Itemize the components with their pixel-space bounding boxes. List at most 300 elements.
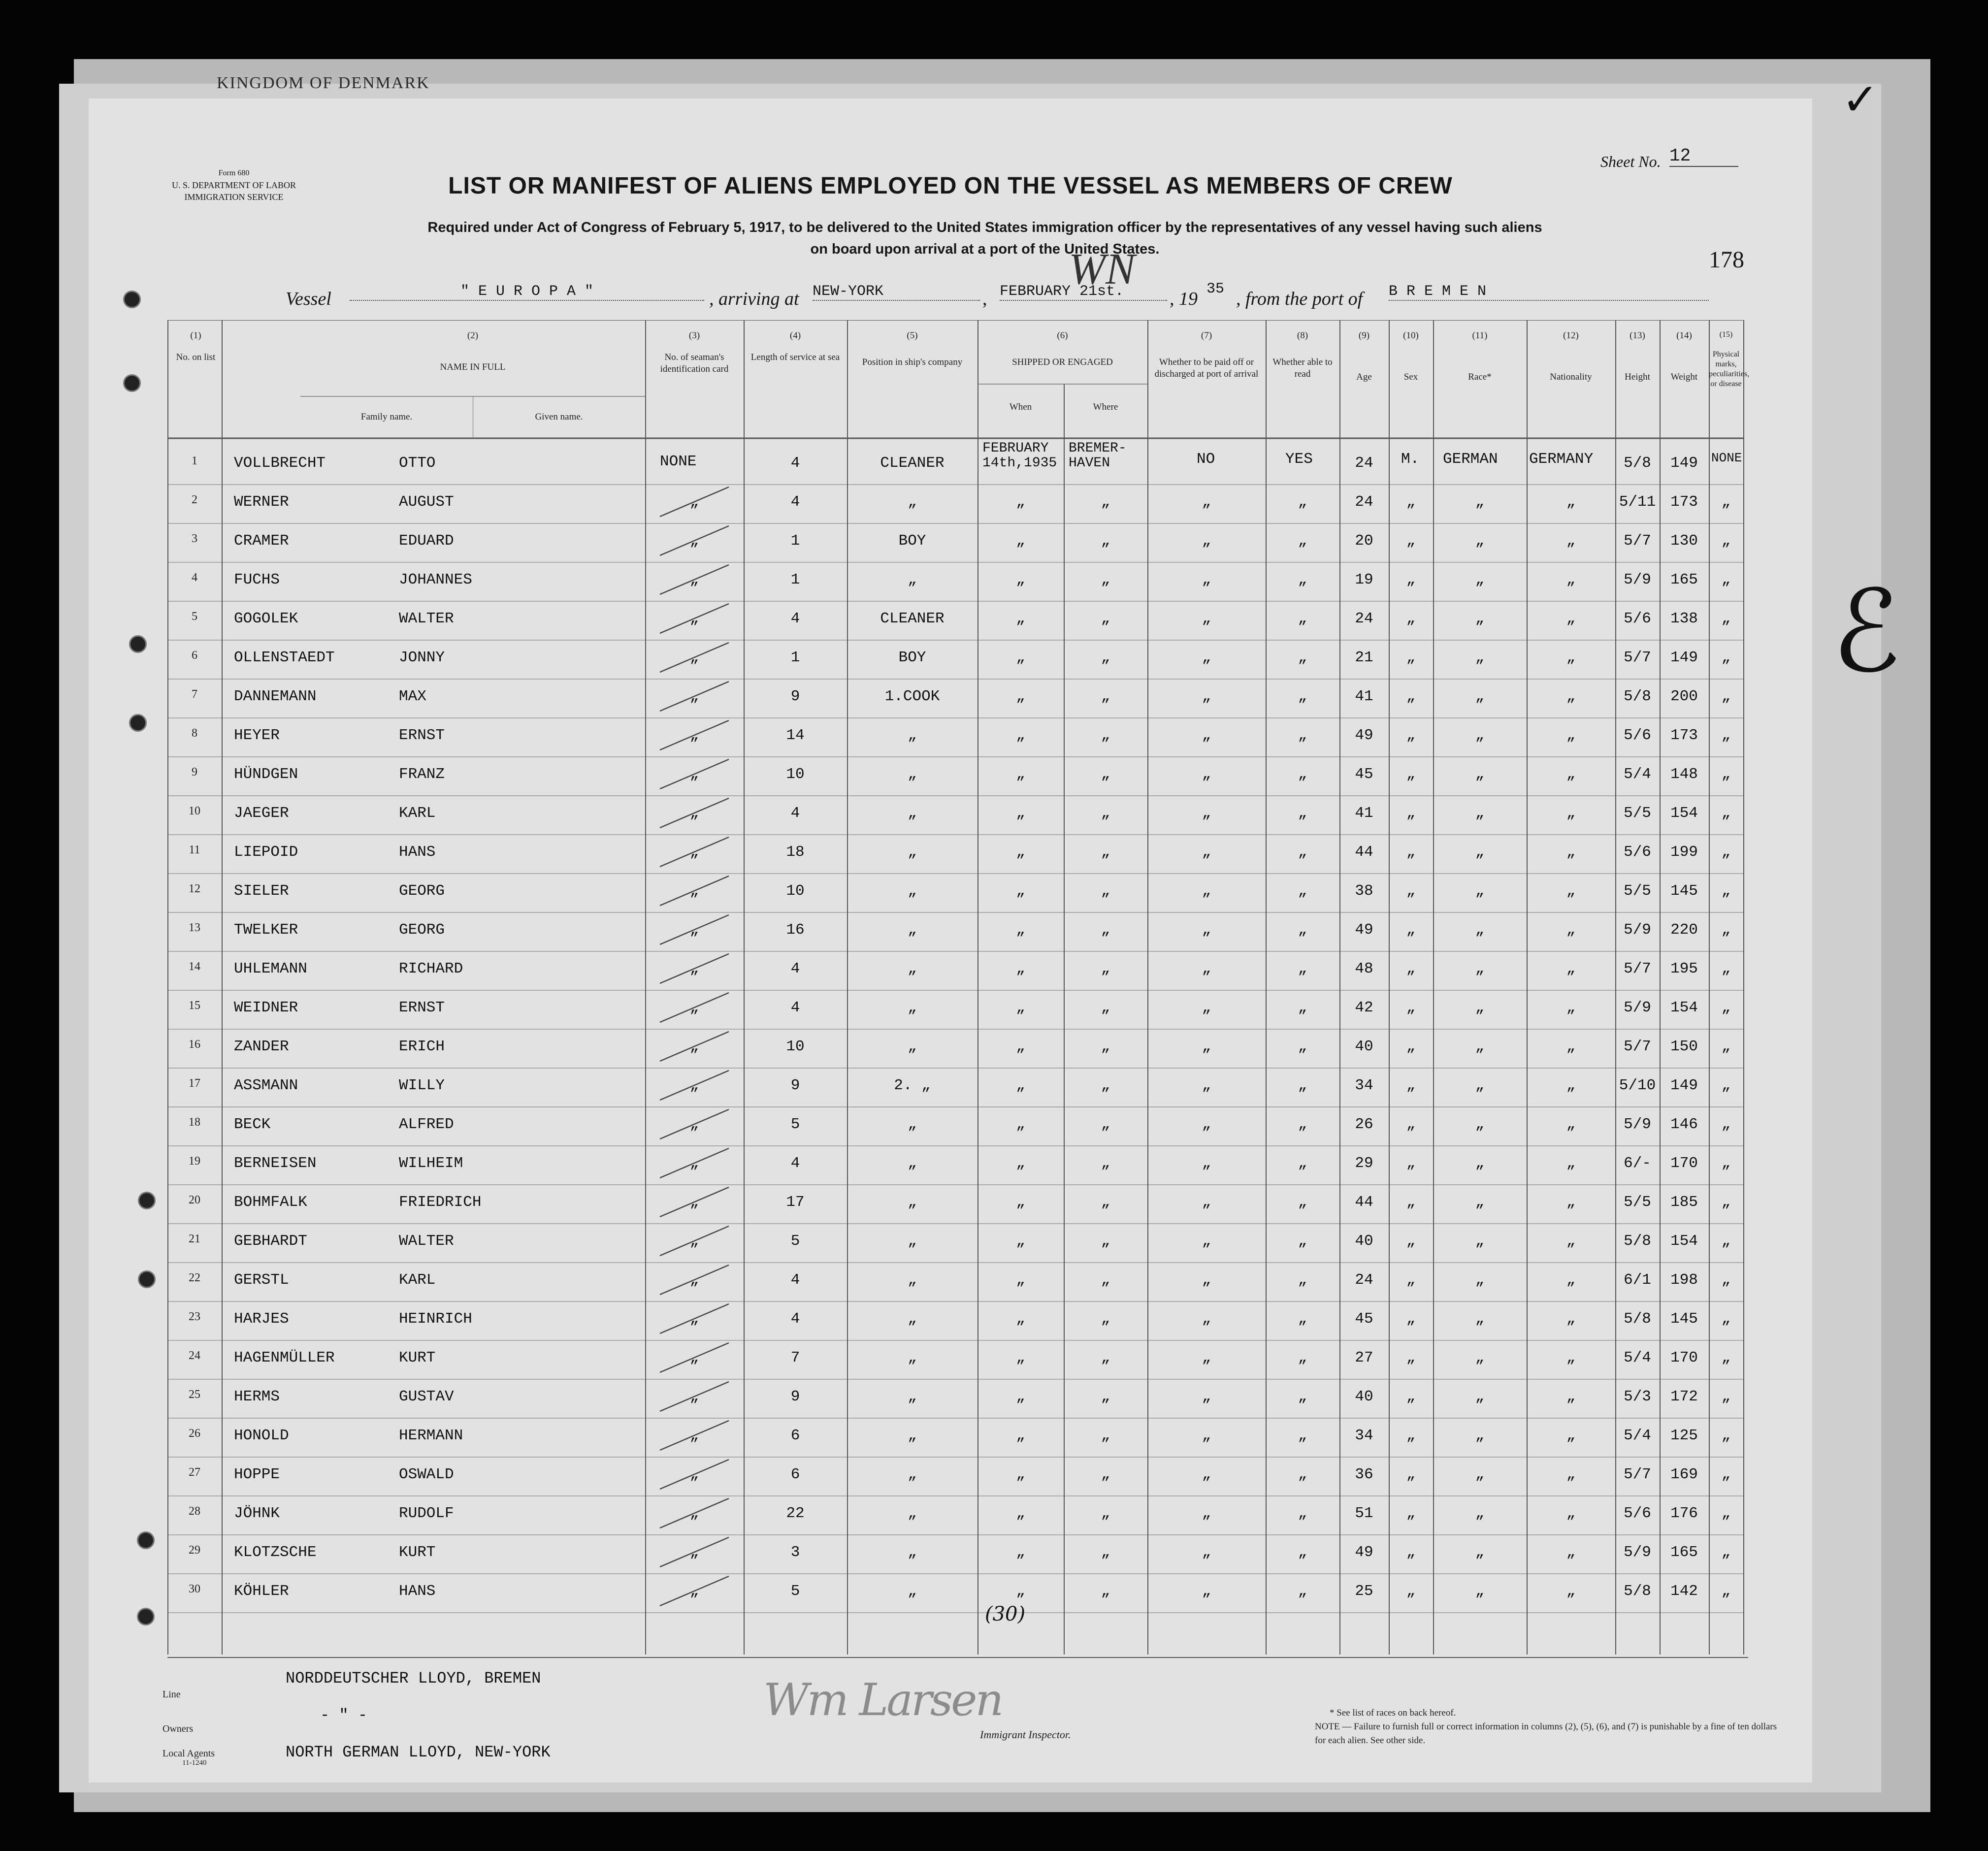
family-name: FUCHS (234, 571, 280, 588)
age: 49 (1355, 727, 1373, 744)
col-9-header: (9) Age (1356, 330, 1372, 382)
race-ditto: „ (1475, 727, 1485, 744)
nationality-ditto: „ (1566, 1116, 1576, 1133)
row-number: 25 (189, 1388, 200, 1401)
check-mark: ✓ (1842, 74, 1879, 126)
given-name: HEINRICH (399, 1310, 472, 1328)
family-name: LIEPOID (234, 844, 298, 861)
age: 41 (1355, 805, 1373, 822)
marks-ditto: „ (1721, 1466, 1731, 1483)
sex-ditto: „ (1406, 1583, 1416, 1600)
age: 48 (1355, 960, 1373, 977)
id-card-ditto: „ (689, 766, 699, 783)
table-row (167, 1146, 1743, 1185)
weight: 138 (1670, 610, 1698, 627)
race-ditto: „ (1475, 882, 1485, 900)
height: 5/11 (1619, 493, 1656, 511)
table-row (167, 640, 1743, 679)
row-number: 8 (192, 727, 197, 740)
shipped-where-ditto: „ (1101, 571, 1110, 588)
shipped-where-ditto: „ (1101, 1038, 1110, 1055)
shipped-where-ditto: „ (1101, 1388, 1110, 1405)
table-row (167, 1029, 1743, 1068)
marks-ditto: „ (1721, 610, 1731, 627)
shipped-when-ditto: „ (1016, 1116, 1025, 1133)
race-ditto: „ (1475, 1155, 1485, 1172)
paid-off-ditto: „ (1202, 1155, 1211, 1172)
id-card-ditto: „ (689, 1194, 699, 1211)
paid-off-ditto: „ (1202, 610, 1211, 627)
paid-off-ditto: „ (1202, 688, 1211, 705)
id-card-ditto: „ (689, 571, 699, 588)
sex-ditto: „ (1406, 844, 1416, 861)
shipped-when-line-1: FEBRUARY (982, 441, 1049, 456)
nationality-ditto: „ (1566, 1155, 1576, 1172)
paid-off-ditto: „ (1202, 1349, 1211, 1366)
agents-value: NORTH GERMAN LLOYD, NEW-YORK (286, 1743, 551, 1761)
col-2b-header: Given name. (535, 412, 583, 422)
nationality-ditto: „ (1566, 1388, 1576, 1405)
given-name: ALFRED (399, 1116, 454, 1133)
given-name: FRANZ (399, 766, 445, 783)
table-row (167, 1457, 1743, 1496)
weight: 149 (1670, 455, 1698, 472)
shipped-when-ditto: „ (1016, 727, 1025, 744)
height: 5/7 (1624, 532, 1651, 550)
marks-ditto: „ (1721, 882, 1731, 900)
race-ditto: „ (1475, 532, 1485, 550)
read-ditto: „ (1298, 532, 1307, 550)
race-ditto: „ (1475, 1077, 1485, 1094)
shipped-where-ditto: „ (1101, 1349, 1110, 1366)
given-name: HANS (399, 1583, 436, 1600)
read-ditto: „ (1298, 1583, 1307, 1600)
given-name: HERMANN (399, 1427, 463, 1444)
shipped-where-ditto: „ (1101, 1271, 1110, 1289)
service-length: 6 (790, 1427, 800, 1444)
shipped-when-ditto: „ (1016, 1466, 1025, 1483)
race-footnote: * See list of races on back hereof. (1330, 1708, 1456, 1718)
paid-off-ditto: „ (1202, 921, 1211, 939)
shipped-where-ditto: „ (1101, 1077, 1110, 1094)
table-row (167, 912, 1743, 951)
id-card-ditto: „ (689, 1388, 699, 1405)
height: 5/5 (1624, 1194, 1651, 1211)
shipped-where-ditto: „ (1101, 882, 1110, 900)
sex-value: M. (1401, 451, 1420, 468)
manifest-sheet: Form 680 U. S. DEPARTMENT OF LABOR IMMIGRATION SERVICE Sheet No. 12 LIST OR MANIFEST OF ALIENS EMPLOYED ON THE VESSEL AS MEMBERS OF CREW Required under Act of Congress of February 5, 1917, to be delivered to the United States immigration officer by the representatives of any vessel having such aliens on board upon arrival at a port of the United States. 178 Vessel " E U R O P A " , arriving at NEW-YORK , FEBRUARY 21st. WN , 19 35 , from the port of B R E M E N (1) No. on list (2) NAME IN FULL Family name. Given name. (3) No. of seaman's identification card (4) Length of service at sea (5) Position in ship's company (6) SHIPPED OR ENGAGED When Where (7) Whether to be paid off or discharged at port of arrival (8) Whether able to read (9) Age (10) Sex (11) Race* (12) Nationality (13) Height (14) Weight (15) Physical marks, peculiarities, or disease NONE FEBRUARY 14th,1935 BREMER- HAVEN NO YES M. GERMAN GERMANY NONE 1 VOLLBRECHT OTTO 4 CLEANER 24 5/8 149 2 WERNER AUGUST „ 4 „ „ „ „ „ „ „ „ „ 24 5/11 173 3 CRAMER EDUARD „ 1 BOY „ „ „ „ „ „ „ „ 20 5/7 130 4 FUCHS JOHANNES „ 1 „ „ „ „ „ „ „ „ „ 19 5/9 165 5 GOGOLEK WALTER „ 4 CLEANER „ „ „ „ „ „ „ „ 24 5/6 138 6 OLLENSTAEDT JONNY „ 1 BOY „ „ „ „ „ „ „ „ 21 5/7 149 7 DANNEMANN MAX „ 9 1.COOK „ „ „ „ „ „ „ „ 41 5/8 200 8 HEYER ERNST „ 14 „ „ „ „ „ „ „ „ „ 49 5/6 173 9 HÜNDGEN FRANZ „ 10 „ „ „ „ „ „ „ „ „ 45 5/4 148 10 JAEGER KARL „ 4 „ „ „ „ „ „ „ „ „ 41 5/5 154 11 LIEPOID HANS „ 18 „ „ „ „ „ „ „ „ „ 44 5/6 199 12 SIELER GEORG „ 10 „ „ „ „ „ „ „ „ „ 38 5/5 145 13 TWELKER GEORG „ 16 „ „ „ „ „ „ „ „ „ 49 5/9 220 14 UHLEMANN RICHARD „ 4 „ „ „ „ „ „ „ „ „ 48 5/7 195 15 WEIDNER ERNST „ 4 „ „ „ „ „ „ „ „ „ 42 5/9 154 16 ZANDER ERICH „ 10 „ „ „ „ „ „ „ „ „ 40 5/7 150 17 ASSMANN WILLY „ 9 2. „ „ „ „ „ „ „ „ „ 34 5/10 149 18 BECK ALFRED „ 5 „ „ „ „ „ „ „ „ „ 26 5/9 146 19 BERNEISEN WILHEIM „ 4 „ „ „ „ „ „ „ „ „ 29 6/- 170 20 BOHMFALK FRIEDRICH „ 17 „ „ „ „ „ „ „ „ „ 44 5/5 185 21 GEBHARDT WALTER „ 5 „ „ „ „ „ „ „ „ „ 40 5/8 154 22 GERSTL KARL „ 4 „ „ „ „ „ „ „ „ „ 24 6/1 198 23 HARJES HEINRICH „ 4 „ „ „ „ „ „ „ „ „ 45 5/8 145 24 HAGENMÜLLER KURT „ 7 „ „ „ „ „ „ „ „ „ 27 5/4 170 25 HERMS GUSTAV „ 9 „ „ „ „ „ „ „ „ „ 40 5/3 172 26 HONOLD HERMANN „ 6 „ „ „ „ „ „ „ „ „ 34 5/4 125 27 HOPPE OSWALD „ 6 „ „ „ „ „ „ „ „ „ 36 5/7 169 28 JÖHNK RUDOLF „ 22 „ „ „ „ „ „ „ „ „ 51 5/6 176 29 KLOTZSCHE KURT „ 3 „ „ „ „ „ „ „ „ „ 49 5/9 165 30 KÖHLER HANS „ 5 „ „ „ „ „ „ „ „ „ 25 5/8 142 (30) Line NORDDEUTSCHER LLOYD, BREMEN Owners - " - Local Agents 11-1240 NORTH GERMAN LLOYD, NEW-YORK Wm Larsen Immigrant Inspector. * See list of races on back hereof. NOTE — Failure to furnish full or correct information in columns (2), (5), (6), and (7) is punishable by a fine of ten dollars for each alien. See other side. (89, 98, 1812, 1783)
race-ditto: „ (1475, 1505, 1485, 1522)
position: 2. „ (894, 1077, 931, 1094)
race-ditto: „ (1475, 921, 1485, 939)
race-ditto: „ (1475, 649, 1485, 666)
height: 5/4 (1624, 766, 1651, 783)
weight: 176 (1670, 1505, 1698, 1522)
position: „ (908, 727, 917, 744)
marks-ditto: „ (1721, 1544, 1731, 1561)
position: „ (908, 921, 917, 939)
id-card-ditto: „ (689, 649, 699, 666)
row-number: 14 (189, 960, 200, 973)
subtitle (295, 217, 1674, 260)
family-name: HEYER (234, 727, 280, 744)
shipped-where-ditto: „ (1101, 532, 1110, 550)
col-10-header: (10) Sex (1403, 330, 1419, 382)
sex-ditto: „ (1406, 688, 1416, 705)
footer-rule (167, 1657, 1748, 1658)
position: „ (908, 1038, 917, 1055)
id-card-ditto: „ (689, 688, 699, 705)
race-value: GERMAN (1443, 451, 1498, 468)
subtitle-line-1: Required under Act of Congress of February 5, 1917, to be delivered to the United States immigration officer by the representatives of any vessel having such aliens (427, 220, 1542, 235)
shipped-when-ditto: „ (1016, 1194, 1025, 1211)
nationality-ditto: „ (1566, 1349, 1576, 1366)
shipped-when-ditto: „ (1016, 1155, 1025, 1172)
kingdom-tab-label: KINGDOM OF DENMARK (217, 74, 430, 92)
row-number: 7 (192, 688, 197, 701)
family-name: KLOTZSCHE (234, 1544, 317, 1561)
nationality-value: GERMANY (1529, 451, 1594, 468)
height: 5/3 (1624, 1388, 1651, 1405)
nationality-ditto: „ (1566, 1505, 1576, 1522)
service-length: 4 (790, 960, 800, 977)
service-length: 4 (790, 805, 800, 822)
race-ditto: „ (1475, 844, 1485, 861)
read-ditto: „ (1298, 1271, 1307, 1289)
weight: 150 (1670, 1038, 1698, 1055)
shipped-when-ditto: „ (1016, 1427, 1025, 1444)
shipped-where-ditto: „ (1101, 1310, 1110, 1328)
read-ditto: „ (1298, 766, 1307, 783)
age: 49 (1355, 1544, 1373, 1561)
id-card-ditto: „ (689, 1544, 699, 1561)
read-ditto: „ (1298, 1194, 1307, 1211)
sex-ditto: „ (1406, 805, 1416, 822)
given-name: ERNST (399, 727, 445, 744)
marks-ditto: „ (1721, 493, 1731, 511)
shipped-when-ditto: „ (1016, 1544, 1025, 1561)
table-row (167, 1340, 1743, 1379)
id-card-ditto: „ (689, 1271, 699, 1289)
age: 19 (1355, 571, 1373, 588)
shipped-when-ditto: „ (1016, 766, 1025, 783)
service-length: 4 (790, 1155, 800, 1172)
table-row (167, 951, 1743, 990)
table-row (167, 1185, 1743, 1224)
nationality-ditto: „ (1566, 1583, 1576, 1600)
table-row (167, 874, 1743, 912)
marks-ditto: „ (1721, 1194, 1731, 1211)
position: CLEANER (880, 610, 945, 627)
nationality-ditto: „ (1566, 688, 1576, 705)
given-name: ERICH (399, 1038, 445, 1055)
age: 24 (1355, 610, 1373, 627)
paid-off-ditto: „ (1202, 1505, 1211, 1522)
nationality-ditto: „ (1566, 921, 1576, 939)
paid-off-ditto: „ (1202, 1077, 1211, 1094)
sex-ditto: „ (1406, 1194, 1416, 1211)
col-11-header: (11) Race* (1468, 330, 1492, 382)
height: 5/6 (1624, 727, 1651, 744)
row-number: 29 (189, 1544, 200, 1557)
given-name: WILLY (399, 1077, 445, 1094)
id-card-ditto: „ (689, 1077, 699, 1094)
shipped-when-ditto: „ (1016, 1310, 1025, 1328)
shipped-when-ditto: „ (1016, 1349, 1025, 1366)
race-ditto: „ (1475, 1427, 1485, 1444)
owners-value: - " - (320, 1706, 368, 1724)
race-ditto: „ (1475, 766, 1485, 783)
age: 27 (1355, 1349, 1373, 1366)
col-1-header: (1) No. on list (176, 330, 216, 362)
position: „ (908, 1427, 917, 1444)
marks-ditto: „ (1721, 1038, 1731, 1055)
position: „ (908, 1271, 917, 1289)
service-length: 22 (786, 1505, 805, 1522)
position: „ (908, 1233, 917, 1250)
id-card-ditto: „ (689, 1505, 699, 1522)
nationality-ditto: „ (1566, 493, 1576, 511)
height: 5/5 (1624, 882, 1651, 900)
table-row (167, 523, 1743, 562)
family-name: KÖHLER (234, 1583, 289, 1600)
family-name: BOHMFALK (234, 1194, 307, 1211)
height: 5/6 (1624, 844, 1651, 861)
shipped-where-ditto: „ (1101, 921, 1110, 939)
shipped-where-ditto: „ (1101, 844, 1110, 861)
nationality-ditto: „ (1566, 1038, 1576, 1055)
row-number: 21 (189, 1233, 200, 1245)
marks-ditto: „ (1721, 571, 1731, 588)
id-card-ditto: „ (689, 1155, 699, 1172)
department-name: U. S. DEPARTMENT OF LABOR (172, 180, 296, 190)
family-name: HÜNDGEN (234, 766, 298, 783)
from-port: B R E M E N (1389, 283, 1709, 301)
col-3-header: (3) No. of seaman's identification card (660, 330, 729, 374)
col-13-header: (13) Height (1625, 330, 1650, 382)
height: 5/5 (1624, 805, 1651, 822)
vessel-label: Vessel (286, 289, 331, 309)
age: 41 (1355, 688, 1373, 705)
family-name: ASSMANN (234, 1077, 298, 1094)
given-name: GEORG (399, 921, 445, 939)
given-name: AUGUST (399, 493, 454, 511)
age: 26 (1355, 1116, 1373, 1133)
shipped-where-ditto: „ (1101, 1505, 1110, 1522)
read-ditto: „ (1298, 1544, 1307, 1561)
weight: 154 (1670, 805, 1698, 822)
row-number: 22 (189, 1271, 200, 1284)
weight: 145 (1670, 1310, 1698, 1328)
shipped-where-ditto: „ (1101, 1583, 1110, 1600)
position: 1.COOK (884, 688, 940, 705)
shipped-where-line-1: BREMER- (1069, 441, 1127, 456)
sex-ditto: „ (1406, 1349, 1416, 1366)
col-6b-header: Where (1093, 402, 1118, 412)
weight: 165 (1670, 571, 1698, 588)
age: 45 (1355, 1310, 1373, 1328)
family-name: HERMS (234, 1388, 280, 1405)
id-card-ditto: „ (689, 1233, 699, 1250)
height: 5/10 (1619, 1077, 1656, 1094)
service-length: 7 (790, 1349, 800, 1366)
family-name: ZANDER (234, 1038, 289, 1055)
height: 5/6 (1624, 610, 1651, 627)
marks-ditto: „ (1721, 766, 1731, 783)
table-row (167, 796, 1743, 835)
read-ditto: „ (1298, 1038, 1307, 1055)
service-length: 4 (790, 1271, 800, 1289)
marks-ditto: „ (1721, 1271, 1731, 1289)
marks-ditto: „ (1721, 1505, 1731, 1522)
weight: 154 (1670, 1233, 1698, 1250)
nationality-ditto: „ (1566, 571, 1576, 588)
weight: 170 (1670, 1349, 1698, 1366)
read-ditto: „ (1298, 1310, 1307, 1328)
service-length: 4 (790, 493, 800, 511)
nationality-ditto: „ (1566, 727, 1576, 744)
read-ditto: „ (1298, 882, 1307, 900)
position: CLEANER (880, 455, 945, 472)
sex-ditto: „ (1406, 999, 1416, 1016)
row-number: 5 (192, 610, 197, 623)
race-ditto: „ (1475, 571, 1485, 588)
read-ditto: „ (1298, 805, 1307, 822)
read-ditto: „ (1298, 999, 1307, 1016)
paid-off-ditto: „ (1202, 727, 1211, 744)
id-card-ditto: „ (689, 960, 699, 977)
family-name: HOPPE (234, 1466, 280, 1483)
service-length: 4 (790, 610, 800, 627)
paid-off-ditto: „ (1202, 999, 1211, 1016)
weight: 199 (1670, 844, 1698, 861)
id-card-ditto: „ (689, 493, 699, 511)
physical-marks-value: NONE (1711, 451, 1742, 465)
table-row (167, 1107, 1743, 1146)
row-number: 24 (189, 1349, 200, 1362)
given-name: WALTER (399, 610, 454, 627)
id-card-ditto: „ (689, 999, 699, 1016)
given-name: RICHARD (399, 960, 463, 977)
given-name: KURT (399, 1349, 436, 1366)
owners-label: Owners (163, 1723, 194, 1734)
row-number: 4 (192, 571, 197, 584)
read-ditto: „ (1298, 688, 1307, 705)
weight: 220 (1670, 921, 1698, 939)
service-length: 9 (790, 1388, 800, 1405)
family-name: HAGENMÜLLER (234, 1349, 335, 1366)
marks-ditto: „ (1721, 1310, 1731, 1328)
paid-off-ditto: „ (1202, 1271, 1211, 1289)
row-number: 30 (189, 1583, 200, 1595)
shipped-when-ditto: „ (1016, 1038, 1025, 1055)
table-row (167, 1379, 1743, 1418)
read-ditto: „ (1298, 493, 1307, 511)
service-length: 5 (790, 1583, 800, 1600)
age: 44 (1355, 1194, 1373, 1211)
paid-off-ditto: „ (1202, 493, 1211, 511)
weight: 172 (1670, 1388, 1698, 1405)
family-name: GERSTL (234, 1271, 289, 1289)
race-ditto: „ (1475, 1466, 1485, 1483)
read-ditto: „ (1298, 960, 1307, 977)
table-row (167, 1574, 1743, 1613)
given-name: OSWALD (399, 1466, 454, 1483)
sex-ditto: „ (1406, 1233, 1416, 1250)
row-number: 16 (189, 1038, 200, 1051)
line-value: NORDDEUTSCHER LLOYD, BREMEN (286, 1669, 541, 1688)
nationality-ditto: „ (1566, 610, 1576, 627)
row-number: 9 (192, 766, 197, 779)
given-name: JOHANNES (399, 571, 472, 588)
paid-off-ditto: „ (1202, 571, 1211, 588)
punch-hole (123, 374, 141, 392)
table-row (167, 718, 1743, 757)
row-number: 3 (192, 532, 197, 545)
paid-off-ditto: „ (1202, 960, 1211, 977)
family-name: WERNER (234, 493, 289, 511)
paid-off-ditto: „ (1202, 649, 1211, 666)
row-number: 19 (189, 1155, 200, 1168)
position: „ (908, 999, 917, 1016)
family-name: VOLLBRECHT (234, 455, 326, 472)
paid-off-ditto: „ (1202, 1388, 1211, 1405)
marks-ditto: „ (1721, 688, 1731, 705)
race-ditto: „ (1475, 1583, 1485, 1600)
service-length: 1 (790, 649, 800, 666)
race-ditto: „ (1475, 1038, 1485, 1055)
shipped-when-ditto: „ (1016, 493, 1025, 511)
paid-off-ditto: „ (1202, 1544, 1211, 1561)
age: 40 (1355, 1038, 1373, 1055)
position: „ (908, 493, 917, 511)
position: „ (908, 571, 917, 588)
weight: 195 (1670, 960, 1698, 977)
sex-ditto: „ (1406, 571, 1416, 588)
sex-ditto: „ (1406, 1310, 1416, 1328)
weight: 130 (1670, 532, 1698, 550)
row-number: 2 (192, 493, 197, 506)
paid-off-value: NO (1197, 451, 1215, 468)
punch-hole (138, 1270, 156, 1288)
shipped-when-ditto: „ (1016, 571, 1025, 588)
family-name: JAEGER (234, 805, 289, 822)
id-card-ditto: „ (689, 844, 699, 861)
table-row (167, 1418, 1743, 1457)
id-card-ditto: „ (689, 1116, 699, 1133)
race-ditto: „ (1475, 1271, 1485, 1289)
service-name: IMMIGRATION SERVICE (184, 192, 284, 202)
marks-ditto: „ (1721, 921, 1731, 939)
read-ditto: „ (1298, 1388, 1307, 1405)
table-row (167, 679, 1743, 718)
read-ditto: „ (1298, 571, 1307, 588)
height: 5/7 (1624, 649, 1651, 666)
age: 49 (1355, 921, 1373, 939)
height: 5/9 (1624, 999, 1651, 1016)
given-name: FRIEDRICH (399, 1194, 482, 1211)
weight: 149 (1670, 649, 1698, 666)
service-length: 10 (786, 766, 805, 783)
read-ditto: „ (1298, 1155, 1307, 1172)
total-count: (30) (985, 1603, 1026, 1625)
line-label: Line (163, 1689, 181, 1700)
age: 24 (1355, 455, 1373, 472)
shipped-where-ditto: „ (1101, 649, 1110, 666)
service-length: 9 (790, 1077, 800, 1094)
marks-ditto: „ (1721, 649, 1731, 666)
shipped-when-ditto: „ (1016, 532, 1025, 550)
